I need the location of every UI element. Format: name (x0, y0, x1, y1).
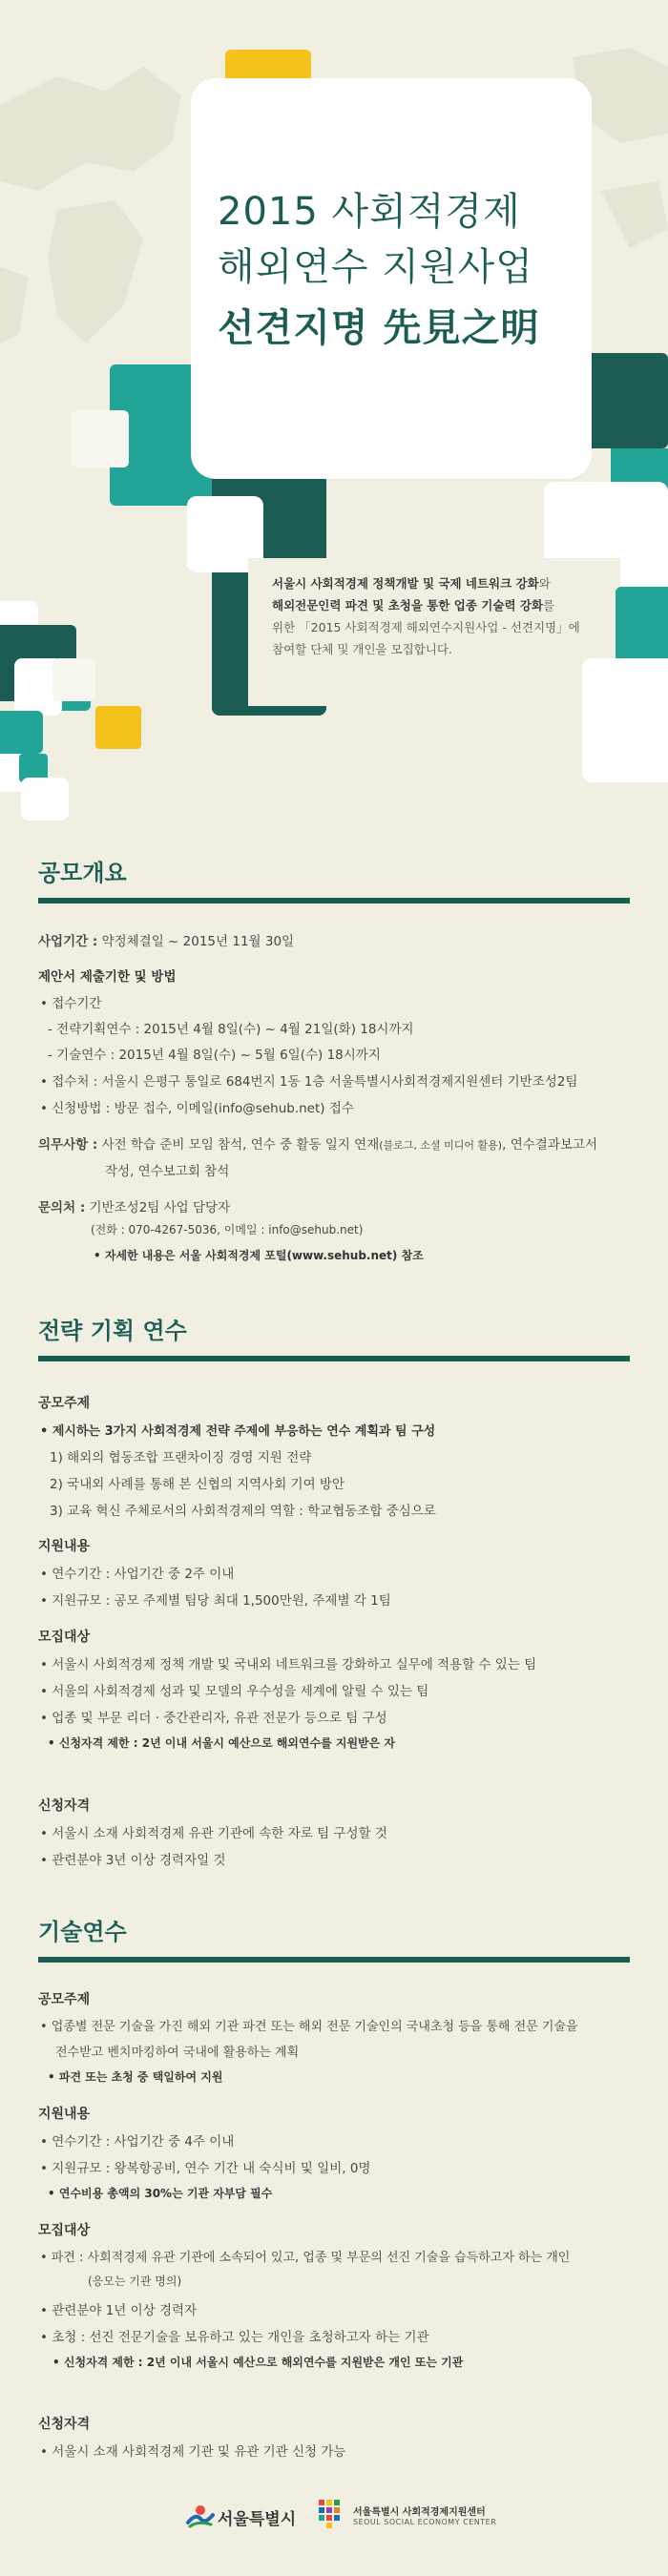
overview-rule (38, 898, 630, 904)
tech-support-heading: 지원내용 (38, 2107, 91, 2122)
duty-row (38, 1133, 597, 1153)
duty-label: 의무사항 : (38, 1137, 98, 1153)
method-value: 방문 접수, 이메일(info@sehub.net) 접수 (114, 1101, 354, 1116)
accept-period: • 접수기간 (40, 996, 102, 1011)
period-row (38, 930, 294, 949)
strategy-target-3: • 업종 및 부문 리더 · 중간관리자, 유관 전문가 등으로 팀 구성 (40, 1711, 387, 1726)
hero-title-line2: 해외연수 지원사업 (218, 245, 533, 289)
tech-rule (38, 1957, 630, 1963)
deco-square-yellow-left (95, 706, 141, 749)
tech-support-note: • 연수비용 총액의 30%는 기관 자부담 필수 (48, 2187, 273, 2200)
strategy-target-1: • 서울시 사회적경제 정책 개발 및 국내외 네트워크를 강화하고 실무에 적용할 수 있는 팀 (40, 1657, 537, 1672)
intro-line2-rest: 를 (543, 598, 555, 613)
method-label: • 신청방법 : (40, 1101, 111, 1116)
period-value: 약정체결일 ~ 2015년 11월 30일 (101, 934, 295, 949)
tech-period: - 기술연수 : 2015년 4월 8일(수) ~ 5월 6일(수) 18시까지 (48, 1048, 381, 1063)
strategy-period: - 전략기획연수 : 2015년 4월 8일(수) ~ 4월 21일(화) 18시까지 (48, 1022, 414, 1037)
strategy-theme-heading: 공모주제 (38, 1396, 91, 1411)
submit-heading: 제안서 제출기한 및 방법 (38, 969, 177, 985)
intro-line4: 참여할 단체 및 개인을 모집합니다. (272, 642, 452, 656)
overview-section (38, 854, 630, 904)
strategy-target-note: • 신청자격 제한 : 2년 이내 서울시 예산으로 해외연수를 지원받은 자 (48, 1736, 395, 1750)
tech-target-3: • 초청 : 선진 전문기술을 보유하고 있는 개인을 초청하고자 하는 기관 (40, 2330, 429, 2345)
tech-support-1: • 연수기간 : 사업기간 중 4주 이내 (40, 2134, 235, 2150)
duty-value1-rest: , 연수결과보고서 (502, 1137, 597, 1153)
intro-text (272, 572, 639, 660)
duty-value1-small: (블로그, 소셜 미디어 활용) (379, 1139, 503, 1152)
strategy-target-2: • 서울의 사회적경제 성과 및 모델의 우수성을 세계에 알릴 수 있는 팀 (40, 1684, 429, 1699)
strategy-section (38, 1312, 630, 1361)
strategy-theme-2: 2) 국내외 사례를 통해 본 신협의 지역사회 기여 방안 (50, 1477, 345, 1492)
intro-line1-bold: 서울시 사회적경제 정책개발 및 국제 네트워크 강화 (272, 576, 539, 591)
tech-theme-heading: 공모주제 (38, 1992, 91, 2007)
tech-theme-1a: • 업종별 전문 기술을 가진 해외 기관 파견 또는 해외 전문 기술인의 국내초청 등을 통해 전문 기술을 (40, 2020, 578, 2034)
deco-square-teal-l2 (0, 711, 43, 754)
contact-value: 기반조성2팀 사업 담당자 (89, 1200, 231, 1215)
strategy-qual-heading: 신청자격 (38, 1798, 91, 1814)
tech-qual-heading: 신청자격 (38, 2417, 91, 2432)
strategy-qual-2: • 관련분야 3년 이상 경력자일 것 (40, 1853, 226, 1868)
strategy-theme-1: 1) 해외의 협동조합 프랜차이징 경영 지원 전략 (50, 1450, 312, 1465)
overview-title: 공모개요 (38, 860, 127, 886)
contact-detail: (전화 : 070-4267-5036, 이메일 : info@sehub.net) (91, 1223, 364, 1236)
intro-line1-rest: 와 (538, 576, 551, 591)
tech-support-2: • 지원규모 : 왕복항공비, 연수 기간 내 숙식비 및 일비, 0명 (40, 2161, 371, 2176)
strategy-theme-3: 3) 교육 혁신 주체로서의 사회적경제의 역할 : 학교협동조합 중심으로 (50, 1504, 436, 1519)
hero-title-line1: 2015 사회적경제 (218, 190, 521, 234)
deco-square-white-l5 (21, 778, 69, 821)
strategy-support-2: • 지원규모 : 공모 주제별 팀당 최대 1,500만원, 주제별 각 1팀 (40, 1593, 391, 1609)
strategy-theme-bullet: • 제시하는 3가지 사회적경제 전략 주제에 부응하는 연수 계획과 팀 구성 (40, 1424, 436, 1439)
tech-section (38, 1913, 630, 1963)
deco-square-white-right-low (582, 658, 668, 782)
hero-banner (0, 0, 668, 821)
strategy-target-heading: 모집대상 (38, 1630, 91, 1645)
strategy-support-1: • 연수기간 : 사업기간 중 2주 이내 (40, 1567, 235, 1582)
tech-target-note: • 신청자격 제한 : 2년 이내 서울시 예산으로 해외연수를 지원받은 개인 또는 기관 (52, 2356, 464, 2369)
duty-value1: 사전 학습 준비 모임 참석, 연수 중 활동 일지 연재 (101, 1137, 380, 1153)
hero-title-line3: 선견지명 先見之明 (218, 306, 540, 350)
contact-row (38, 1196, 230, 1215)
tech-target-2: • 관련분야 1년 이상 경력자 (40, 2303, 198, 2318)
deco-square-light-left (72, 410, 129, 467)
place-row (40, 1070, 577, 1090)
tech-theme-1b: 전수받고 벤치마킹하여 국내에 활용하는 계획 (55, 2046, 300, 2060)
tech-qual-1: • 서울시 소재 사회적경제 기관 및 유관 기관 신청 가능 (40, 2444, 346, 2460)
tech-target-heading: 모집대상 (38, 2223, 91, 2238)
intro-line3: 위한 「2015 사회적경제 해외연수지원사업 - 선견지명」에 (272, 620, 580, 634)
strategy-rule (38, 1356, 630, 1361)
tech-theme-note: • 파견 또는 초청 중 택일하여 지원 (48, 2070, 223, 2084)
tech-target-1b: (응모는 기관 명의) (88, 2275, 182, 2288)
place-label: • 접수처 : (40, 1074, 98, 1090)
contact-note: • 자세한 내용은 서울 사회적경제 포털(www.sehub.net) 참조 (94, 1249, 424, 1262)
strategy-title: 전략 기획 연수 (38, 1318, 187, 1344)
strategy-support-heading: 지원내용 (38, 1539, 91, 1554)
contact-label: 문의처 : (38, 1200, 86, 1215)
period-label: 사업기간 : (38, 934, 98, 949)
footer (0, 2481, 668, 2576)
duty-value2: 작성, 연수보고회 참석 (105, 1164, 230, 1179)
deco-square-white-l3 (52, 658, 95, 701)
center-logo-icon (315, 2498, 349, 2532)
intro-line2-bold: 해외전문인력 파견 및 초청을 통한 업종 기술력 강화 (272, 598, 544, 613)
center-name: 서울특별시 사회적경제지원센터 (353, 2507, 486, 2518)
tech-title: 기술연수 (38, 1919, 127, 1945)
tech-target-1a: • 파견 : 사회적경제 유관 기관에 소속되어 있고, 업종 및 부문의 선진 기술을 습득하고자 하는 개인 (40, 2251, 571, 2265)
place-value: 서울시 은평구 통일로 684번지 1동 1층 서울특별시사회적경제지원센터 기반조성2팀 (101, 1074, 578, 1090)
center-name-en: SEOUL SOCIAL ECONOMY CENTER (353, 2518, 497, 2526)
method-row (40, 1097, 354, 1116)
seoul-logo-text: 서울특별시 (218, 2510, 297, 2529)
seoul-logo-icon (186, 2502, 215, 2528)
strategy-qual-1: • 서울시 소재 사회적경제 유관 기관에 속한 자로 팀 구성할 것 (40, 1826, 387, 1841)
